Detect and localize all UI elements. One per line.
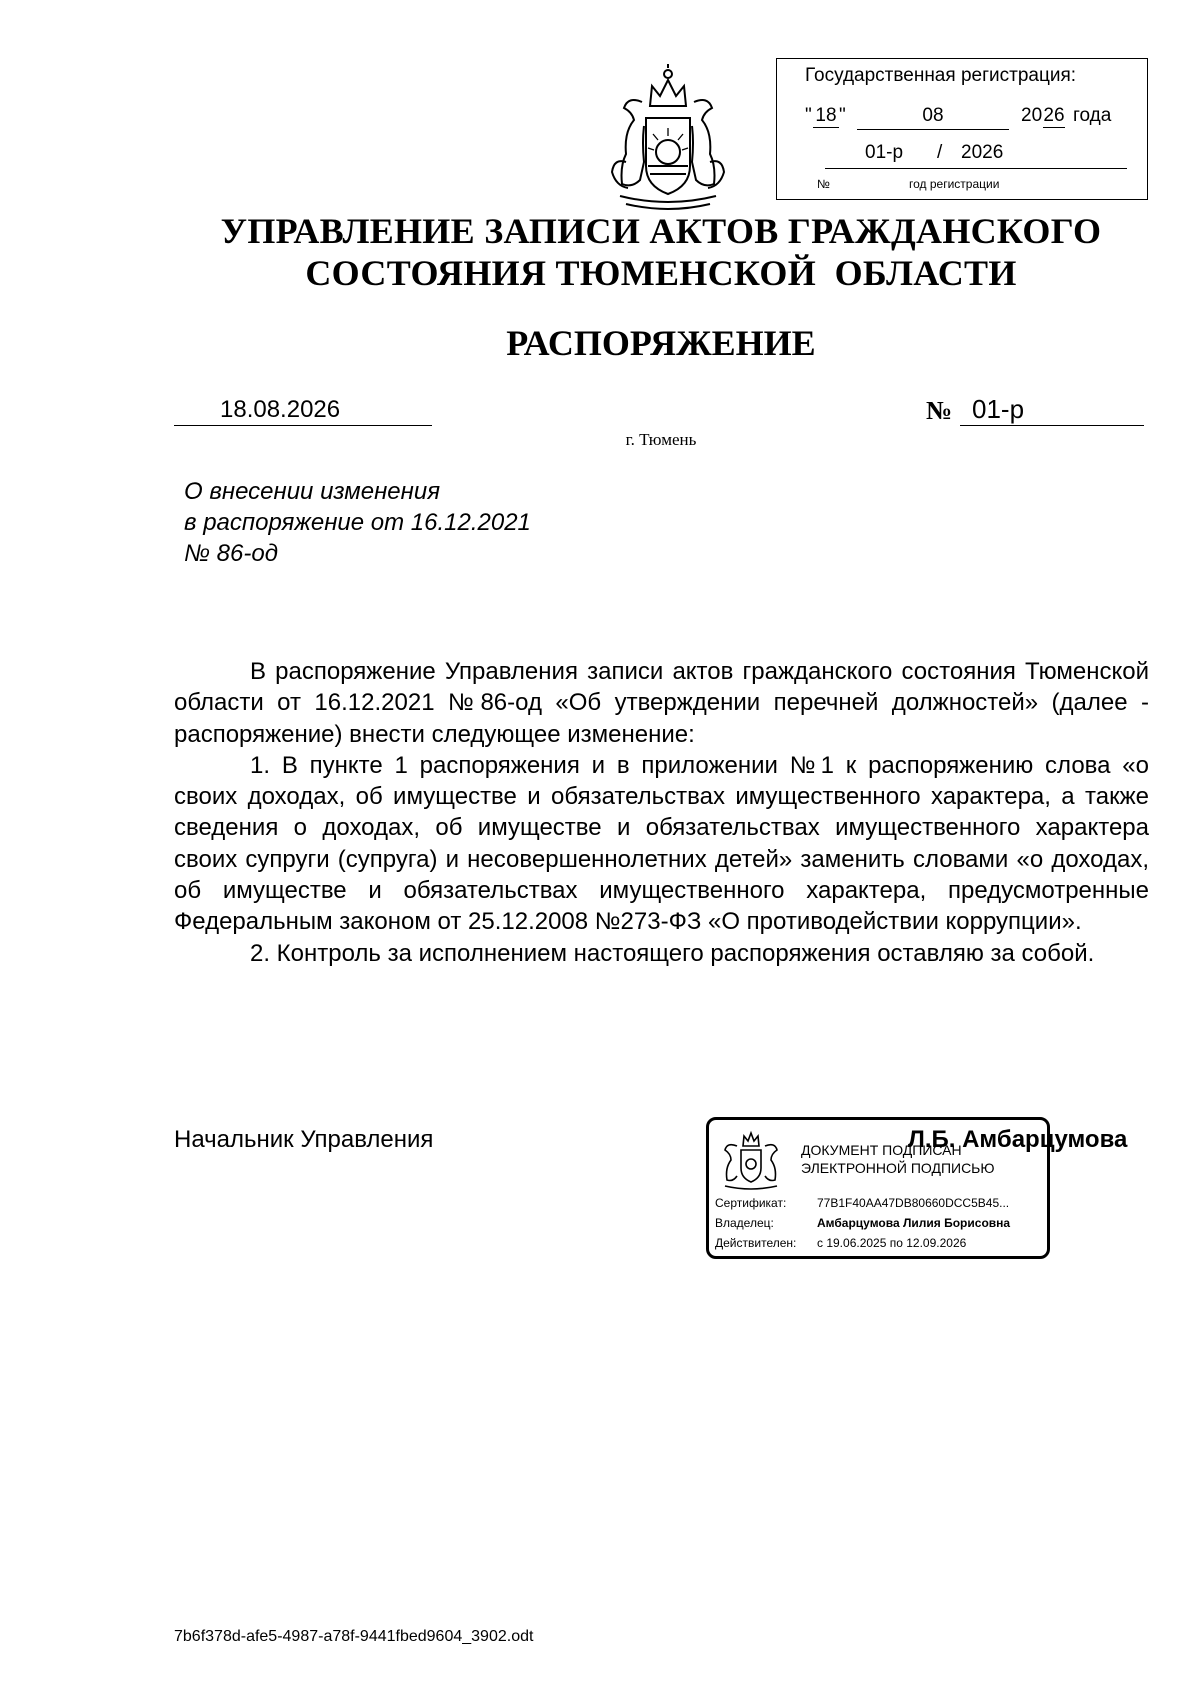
document-number-sign: №: [926, 396, 953, 425]
body-paragraph-2: 1. В пункте 1 распоряжения и в приложении №1 к распоряжению слова «о своих доходах, об имуществе и обязательствах имущественного характера, а также сведения о доходах, об имуществе и обязательствах имущественного характера своих супруги (супруга) и несовершеннолетних детей» заменить словами «о доходах, об имуществе и обязательствах имущественного характера, предусмотренные Федеральным законом от 25.12.2008 №273-ФЗ «О противодействии коррупции».: [174, 751, 1149, 936]
registration-close-quote: ": [839, 105, 846, 126]
registration-date-line: [805, 105, 1135, 131]
registration-year-suffix: 26: [1043, 105, 1065, 126]
registration-caption-number: №: [817, 177, 830, 191]
coat-of-arms-emblem: [606, 62, 730, 214]
document-date: 18.08.2026: [220, 396, 341, 423]
electronic-signature-stamp: [706, 1117, 1050, 1259]
registration-month: 08: [857, 105, 1009, 130]
subject-line2: в распоряжение от 16.12.2021: [184, 509, 531, 536]
file-identifier: 7b6f378d-afe5-4987-a78f-9441fbed9604_3902.odt: [174, 1628, 534, 1645]
body-paragraph-1: В распоряжение Управления записи актов гражданского состояния Тюменской области от 16.12.2021 №86-од «Об утверждении перечней должностей» (далее - распоряжение) внести следующее изменение:: [174, 658, 1149, 748]
registration-day: 18: [813, 105, 839, 128]
registration-year: 2026: [961, 142, 1004, 163]
document-subject: [184, 476, 531, 569]
stamp-certificate-label: Сертификат:: [715, 1196, 787, 1210]
registration-caption-year: год регистрации: [909, 177, 1000, 191]
document-type-heading: РАСПОРЯЖЕНИЕ: [506, 323, 816, 363]
stamp-valid-label: Действителен:: [715, 1236, 797, 1250]
subject-line1: О внесении изменения: [184, 478, 441, 505]
document-body: [174, 656, 1149, 969]
signatory-name: Л.Б. Амбарцумова: [908, 1126, 1128, 1153]
body-paragraph-3: 2. Контроль за исполнением настоящего распоряжения оставляю за собой.: [250, 939, 1095, 967]
stamp-header-line2: ЭЛЕКТРОННОЙ ПОДПИСЬЮ: [801, 1160, 995, 1176]
registration-number: 01-р: [865, 142, 904, 163]
registration-open-quote: ": [805, 105, 812, 126]
registration-slash: /: [937, 142, 943, 163]
stamp-certificate-value: 77B1F40AA47DB80660DCC5B45...: [817, 1196, 1010, 1210]
document-number: 01-р: [972, 394, 1025, 424]
organization-title-line1: УПРАВЛЕНИЕ ЗАПИСИ АКТОВ ГРАЖДАНСКОГО: [220, 211, 1102, 251]
registration-year-prefix: 20: [1021, 105, 1043, 126]
document-number-field: [960, 396, 1144, 426]
stamp-owner-label: Владелец:: [715, 1216, 774, 1230]
registration-title: Государственная регистрация:: [805, 65, 1077, 86]
signatory-position: Начальник Управления: [174, 1126, 434, 1153]
state-registration-box: [776, 58, 1148, 200]
stamp-emblem-icon: [719, 1128, 783, 1190]
registration-year-word: года: [1073, 105, 1112, 126]
stamp-header-line1: ДОКУМЕНТ ПОДПИСАН: [801, 1142, 962, 1158]
subject-line3: № 86-од: [184, 540, 278, 567]
organization-title: [0, 210, 1200, 294]
document-city: г. Тюмень: [625, 430, 697, 449]
organization-title-line2: СОСТОЯНИЯ ТЮМЕНСКОЙ ОБЛАСТИ: [305, 253, 1017, 293]
document-date-field: [174, 396, 432, 426]
registration-number-line: [825, 142, 1127, 169]
stamp-valid-value: с 19.06.2025 по 12.09.2026: [817, 1236, 967, 1250]
stamp-owner-value: Амбарцумова Лилия Борисовна: [817, 1216, 1011, 1230]
